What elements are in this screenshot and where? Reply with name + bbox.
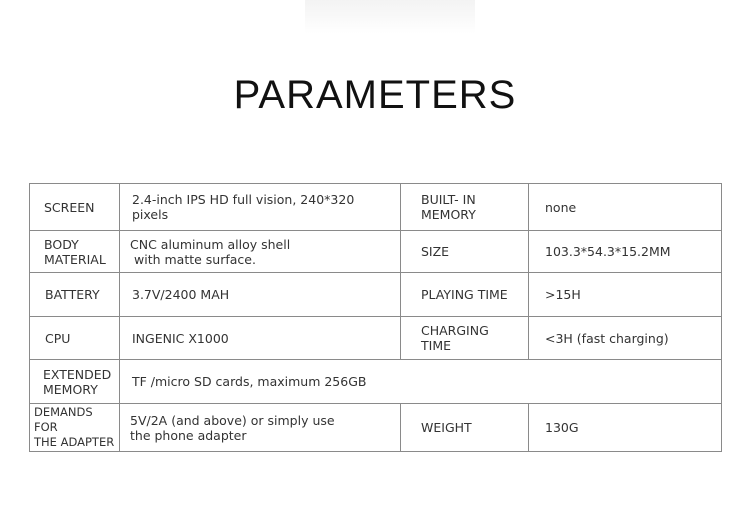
battery-label: BATTERY bbox=[30, 273, 120, 317]
table-row bbox=[30, 273, 722, 317]
body-material-value: CNC aluminum alloy shell with matte surface. bbox=[120, 231, 401, 273]
cpu-value: INGENIC X1000 bbox=[120, 317, 401, 360]
charging-time-value: <3H (fast charging) bbox=[529, 317, 722, 360]
extended-memory-value: TF /micro SD cards, maximum 256GB bbox=[120, 360, 722, 404]
extended-memory-label: EXTENDED MEMORY bbox=[30, 360, 120, 404]
builtin-memory-value: none bbox=[529, 184, 722, 231]
adapter-value: 5V/2A (and above) or simply use the phone adapter bbox=[120, 404, 401, 452]
cpu-label: CPU bbox=[30, 317, 120, 360]
top-decoration bbox=[305, 0, 475, 34]
body-material-label: BODY MATERIAL bbox=[30, 231, 120, 273]
table-row bbox=[30, 317, 722, 360]
table-row bbox=[30, 231, 722, 273]
battery-value: 3.7V/2400 MAH bbox=[120, 273, 401, 317]
page-title: PARAMETERS bbox=[233, 73, 517, 117]
table-row bbox=[30, 404, 722, 452]
weight-label: WEIGHT bbox=[401, 404, 529, 452]
weight-value: 130G bbox=[529, 404, 722, 452]
table-row bbox=[30, 360, 722, 404]
charging-time-label: CHARGING TIME bbox=[401, 317, 529, 360]
screen-label: SCREEN bbox=[30, 184, 120, 231]
playing-time-value: >15H bbox=[529, 273, 722, 317]
size-label: SIZE bbox=[401, 231, 529, 273]
playing-time-label: PLAYING TIME bbox=[401, 273, 529, 317]
adapter-label: DEMANDS FOR THE ADAPTER bbox=[30, 404, 120, 452]
specs-table bbox=[29, 183, 722, 452]
builtin-memory-label: BUILT- IN MEMORY bbox=[401, 184, 529, 231]
size-value: 103.3*54.3*15.2MM bbox=[529, 231, 722, 273]
table-row bbox=[30, 184, 722, 231]
screen-value: 2.4-inch IPS HD full vision, 240*320 pixels bbox=[120, 184, 401, 231]
